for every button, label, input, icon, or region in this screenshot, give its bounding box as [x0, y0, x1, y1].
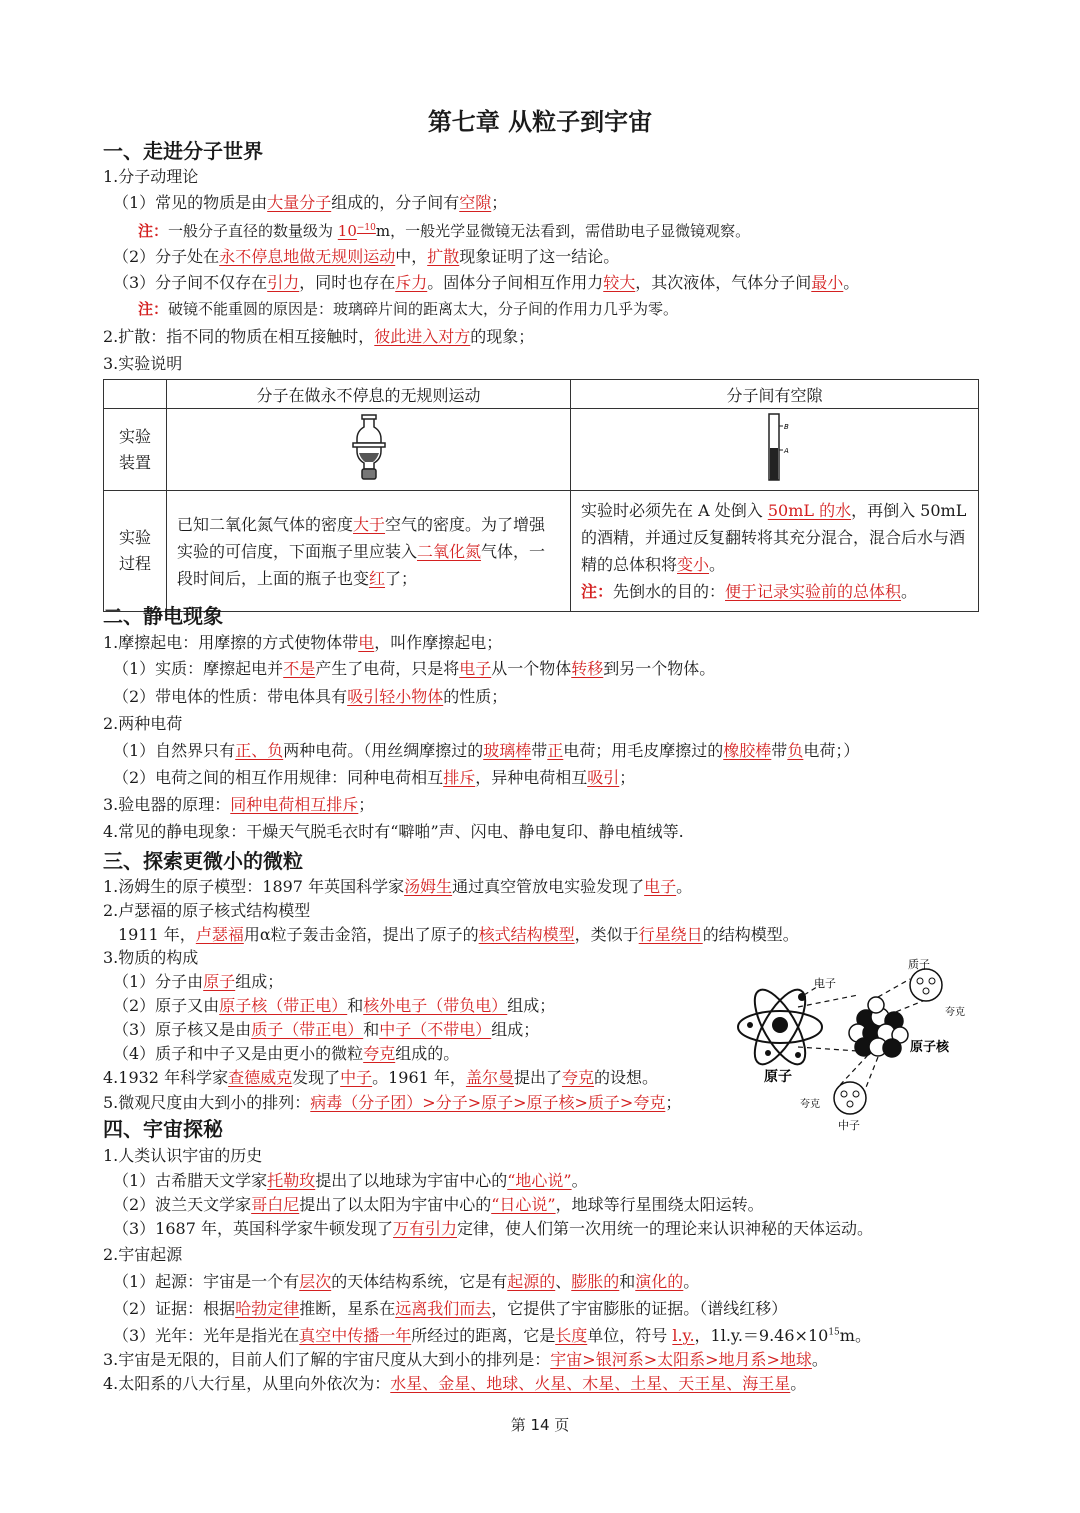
s2-line-8: 4.常见的静电现象：干燥天气脱毛衣时有“噼啪”声、闪电、静电复印、静电植绒等. — [103, 822, 684, 841]
s1-line-2: （1）常见的物质是由大量分子组成的，分子间有空隙； — [113, 193, 508, 212]
s2-line-2: （1）实质：摩擦起电并不是产生了电荷，只是将电子从一个物体转移到另一个物体。 — [113, 659, 716, 678]
s1-line-3: （2）分子处在永不停息地做无规则运动中，扩散现象证明了这一结论。 — [113, 247, 620, 266]
s4-line-10: 4.太阳系的八大行星，从里向外依次为：水星、金星、地球、火星、木星、土星、天王星、海王星。 — [103, 1374, 807, 1393]
s3-line-10: 5.微观尺度由大到小的排列：病毒（分子团）>分子>原子>原子核>质子>夸克； — [103, 1093, 682, 1112]
s4-line-6: （1）起源：宇宙是一个有层次的天体结构系统，它是有起源的、膨胀的和演化的。 — [113, 1272, 700, 1291]
table-col1-header: 分子在做永不停息的无规则运动 — [167, 380, 571, 409]
s2-line-3: （2）带电体的性质：带电体具有吸引轻小物体的性质； — [113, 687, 508, 706]
label-neutron: 中子 — [838, 1119, 860, 1132]
label-electron: 电子 — [814, 977, 836, 990]
section-4-heading: 四、宇宙探秘 — [103, 1117, 223, 1141]
two-bottles-icon — [349, 413, 389, 483]
procedure-mixing: 实验时必须先在 A 处倒入 50mL 的水，再倒入 50mL 的酒精，并通过反复翻转将其充分混合，混合后水与酒精的总体积将变小。 注：先倒水的目的：便于记录实验前的总体积。 — [571, 491, 979, 612]
s1-note-1: 注：一般分子直径的数量级为 $10^{-10}m$，一般光学显微镜无法看到，需借助电子显微镜观察。 — [138, 222, 751, 240]
nucleus-icon — [849, 997, 908, 1057]
mark-b: B — [783, 422, 789, 431]
s3-line-9: 4.1932 年科学家查德威克发现了中子。1961 年，盖尔曼提出了夸克的设想。 — [103, 1068, 658, 1087]
label-quark-2: 夸克 — [800, 1099, 820, 1110]
table-col2-header: 分子间有空隙 — [571, 380, 979, 409]
s3-line-2: 2.卢瑟福的原子核式结构模型 — [103, 901, 311, 920]
s1-line-6: 3.实验说明 — [103, 354, 183, 373]
s4-line-9: 3.宇宙是无限的，目前人们了解的宇宙尺度从大到小的排列是：宇宙>银河系>太阳系>地月系>地球。 — [103, 1350, 828, 1369]
test-tube-icon — [755, 412, 795, 484]
mark-a: A — [783, 446, 789, 455]
s3-line-6: （2）原子又由原子核（带正电）和核外电子（带负电）组成； — [113, 996, 556, 1015]
atom-nucleus-dot — [772, 1017, 788, 1033]
proton-icon — [910, 969, 942, 1001]
s4-line-5: 2.宇宙起源 — [103, 1245, 183, 1264]
s3-line-8: （4）质子和中子又是由更小的微粒夸克组成的。 — [113, 1044, 460, 1063]
label-proton: 质子 — [908, 958, 930, 971]
s2-line-7: 3.验电器的原理：同种电荷相互排斥； — [103, 795, 375, 814]
s2-line-6: （2）电荷之间的相互作用规律：同种电荷相互排斥，异种电荷相互吸引； — [113, 768, 636, 787]
mixing-tube-apparatus — [571, 409, 979, 491]
s2-line-5: （1）自然界只有正、负两种电荷。（用丝绸摩擦过的玻璃棒带正电荷；用毛皮摩擦过的橡胶棒带负电荷；） — [113, 741, 860, 760]
procedure-diffusion: 已知二氧化氮气体的密度大于空气的密度。为了增强实验的可信度，下面瓶子里应装入二氧化氮气体，一段时间后，上面的瓶子也变红了； — [167, 491, 571, 612]
s3-line-5: （1）分子由原子组成； — [113, 972, 284, 991]
page-number: 第 14 页 — [510, 1416, 570, 1434]
section-1-heading: 一、走进分子世界 — [103, 139, 263, 163]
label-nucleus: 原子核 — [910, 1040, 950, 1055]
diffusion-apparatus — [167, 409, 571, 491]
row-apparatus-label: 实验装置 — [104, 409, 167, 491]
atom-structure-diagram — [728, 955, 980, 1135]
label-quark-1: 夸克 — [945, 1007, 965, 1018]
s2-line-1: 1.摩擦起电：用摩擦的方式使物体带电，叫作摩擦起电； — [103, 633, 503, 652]
section-3-heading: 三、探索更微小的微粒 — [103, 849, 303, 873]
table-corner — [104, 380, 167, 409]
s4-line-1: 1.人类认识宇宙的历史 — [103, 1146, 263, 1165]
section-2-heading: 二、静电现象 — [103, 604, 223, 628]
neutron-icon — [834, 1082, 866, 1114]
s1-note-2: 注：破镜不能重圆的原因是：玻璃碎片间的距离太大，分子间的作用力几乎为零。 — [138, 300, 679, 318]
s1-line-4: （3）分子间不仅存在引力，同时也存在斥力。固体分子间相互作用力较大，其次液体，气体分子间最小。 — [113, 273, 860, 292]
s3-line-1: 1.汤姆生的原子模型：1897 年英国科学家汤姆生通过真空管放电实验发现了电子。 — [103, 877, 693, 896]
s4-line-7: （2）证据：根据哈勃定律推断，星系在远离我们而去，它提供了宇宙膨胀的证据。（谱线红移） — [113, 1299, 788, 1318]
chapter-title: 第七章 从粒子到宇宙 — [427, 108, 653, 136]
s3-line-3: 1911 年，卢瑟福用α粒子轰击金箔，提出了原子的核式结构模型，类似于行星绕日的结构模型。 — [118, 925, 799, 944]
s1-line-5: 2.扩散：指不同的物质在相互接触时，彼此进入对方的现象； — [103, 327, 535, 346]
experiment-table — [103, 379, 979, 612]
label-atom: 原子 — [764, 1069, 792, 1085]
s4-line-3: （2）波兰天文学家哥白尼提出了以太阳为宇宙中心的“日心说”，地球等行星围绕太阳运转。 — [113, 1195, 764, 1214]
s1-line-1: 1.分子动理论 — [103, 167, 199, 186]
row-procedure-label: 实验过程 — [104, 491, 167, 612]
s4-line-4: （3）1687 年，英国科学家牛顿发现了万有引力定律，使人们第一次用统一的理论来认识神秘的天体运动。 — [113, 1219, 874, 1238]
s2-line-4: 2.两种电荷 — [103, 714, 183, 733]
s3-line-7: （3）原子核又是由质子（带正电）和中子（不带电）组成； — [113, 1020, 540, 1039]
s3-line-4: 3.物质的构成 — [103, 948, 199, 967]
s4-line-8: （3）光年：光年是指光在真空中传播一年所经过的距离，它是长度单位，符号 l.y.，$1l.y.=9.46\times 10^{15}m$。 — [113, 1326, 871, 1345]
s4-line-2: （1）古希腊天文学家托勒玫提出了以地球为宇宙中心的“地心说”。 — [113, 1171, 588, 1190]
